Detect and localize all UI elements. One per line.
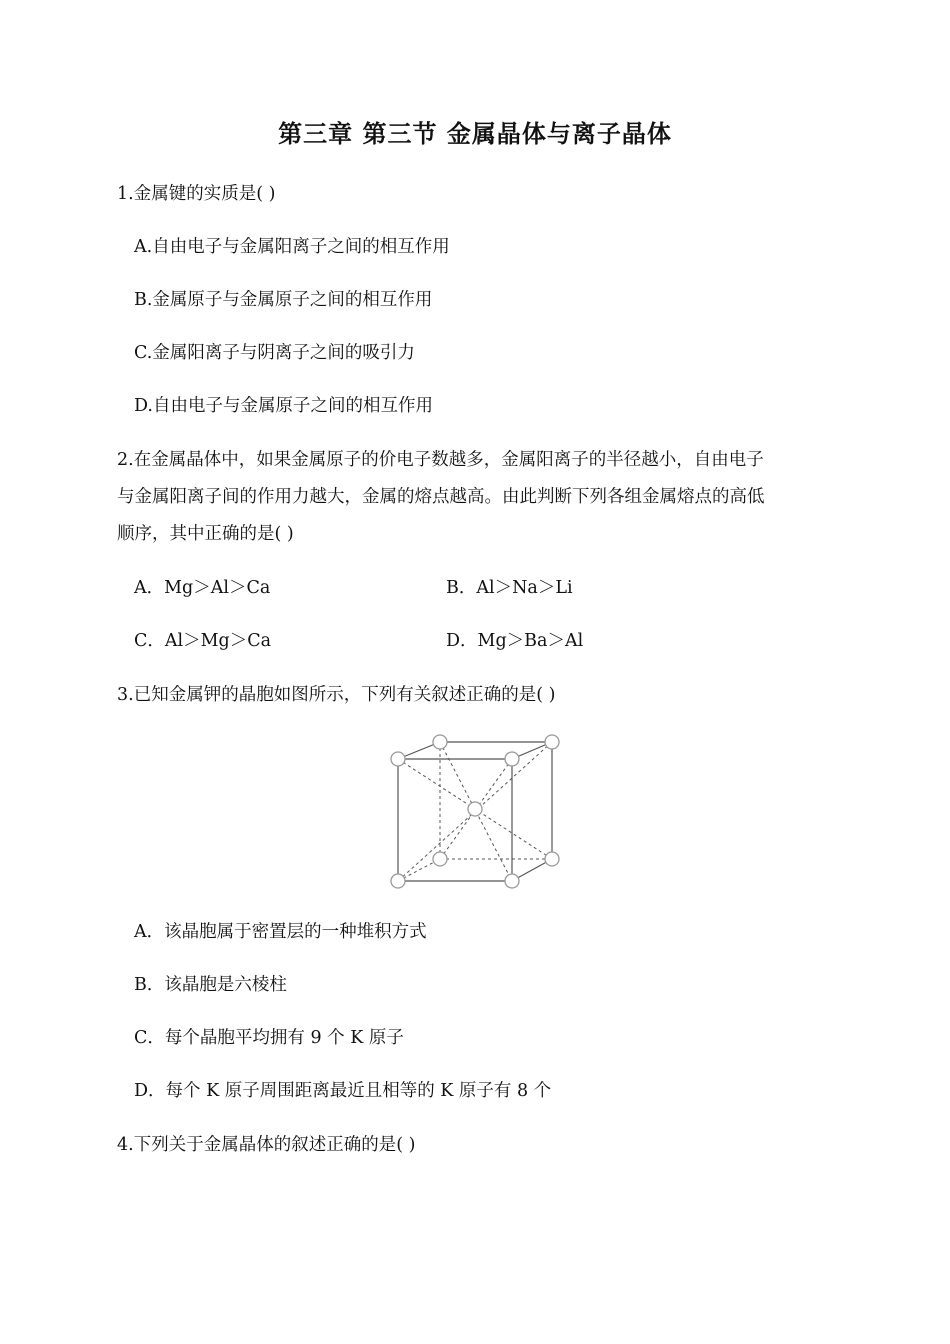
atom-corner [545, 735, 559, 749]
question-3-option-b: B．该晶胞是六棱柱 [134, 975, 287, 995]
question-2-option-a: A．Mg＞Al＞Ca [134, 578, 271, 598]
front-face [398, 759, 512, 881]
question-2-option-c: C．Al＞Mg＞Ca [134, 631, 272, 651]
question-2-option-d: D．Mg＞Ba＞Al [446, 631, 584, 651]
bcc-unit-cell-diagram [384, 730, 564, 896]
question-1-option-a: A.自由电子与金属阳离子之间的相互作用 [134, 237, 450, 257]
atom-corner [433, 852, 447, 866]
atom-corner [505, 752, 519, 766]
question-2-stem-line-3: 顺序，其中正确的是( ) [117, 524, 294, 544]
atom-body-center [468, 802, 482, 816]
question-2-stem-line-1: 2.在金属晶体中，如果金属原子的价电子数越多，金属阳离子的半径越小，自由电子 [117, 450, 764, 470]
question-3-option-d: D．每个 K 原子周围距离最近且相等的 K 原子有 8 个 [134, 1081, 552, 1101]
question-3-stem: 3.已知金属钾的晶胞如图所示，下列有关叙述正确的是( ) [117, 685, 556, 705]
question-3-option-a: A．该晶胞属于密置层的一种堆积方式 [134, 922, 427, 942]
atom-corner [391, 752, 405, 766]
question-2-option-b: B．Al＞Na＞Li [446, 578, 573, 598]
atom-corner [433, 735, 447, 749]
question-1-option-c: C.金属阳离子与阴离子之间的吸引力 [134, 343, 415, 363]
page-title: 第三章 第三节 金属晶体与离子晶体 [278, 119, 672, 148]
question-1-option-b: B.金属原子与金属原子之间的相互作用 [134, 290, 433, 310]
question-2-stem-line-2: 与金属阳离子间的作用力越大，金属的熔点越高。由此判断下列各组金属熔点的高低 [117, 487, 765, 507]
atom-corner [505, 874, 519, 888]
question-3-option-c: C．每个晶胞平均拥有 9 个 K 原子 [134, 1028, 404, 1048]
atom-corner [391, 874, 405, 888]
question-1-stem: 1.金属键的实质是( ) [117, 184, 276, 204]
question-4-stem: 4.下列关于金属晶体的叙述正确的是( ) [117, 1135, 416, 1155]
question-1-option-d: D.自由电子与金属原子之间的相互作用 [134, 396, 433, 416]
atom-corner [545, 852, 559, 866]
